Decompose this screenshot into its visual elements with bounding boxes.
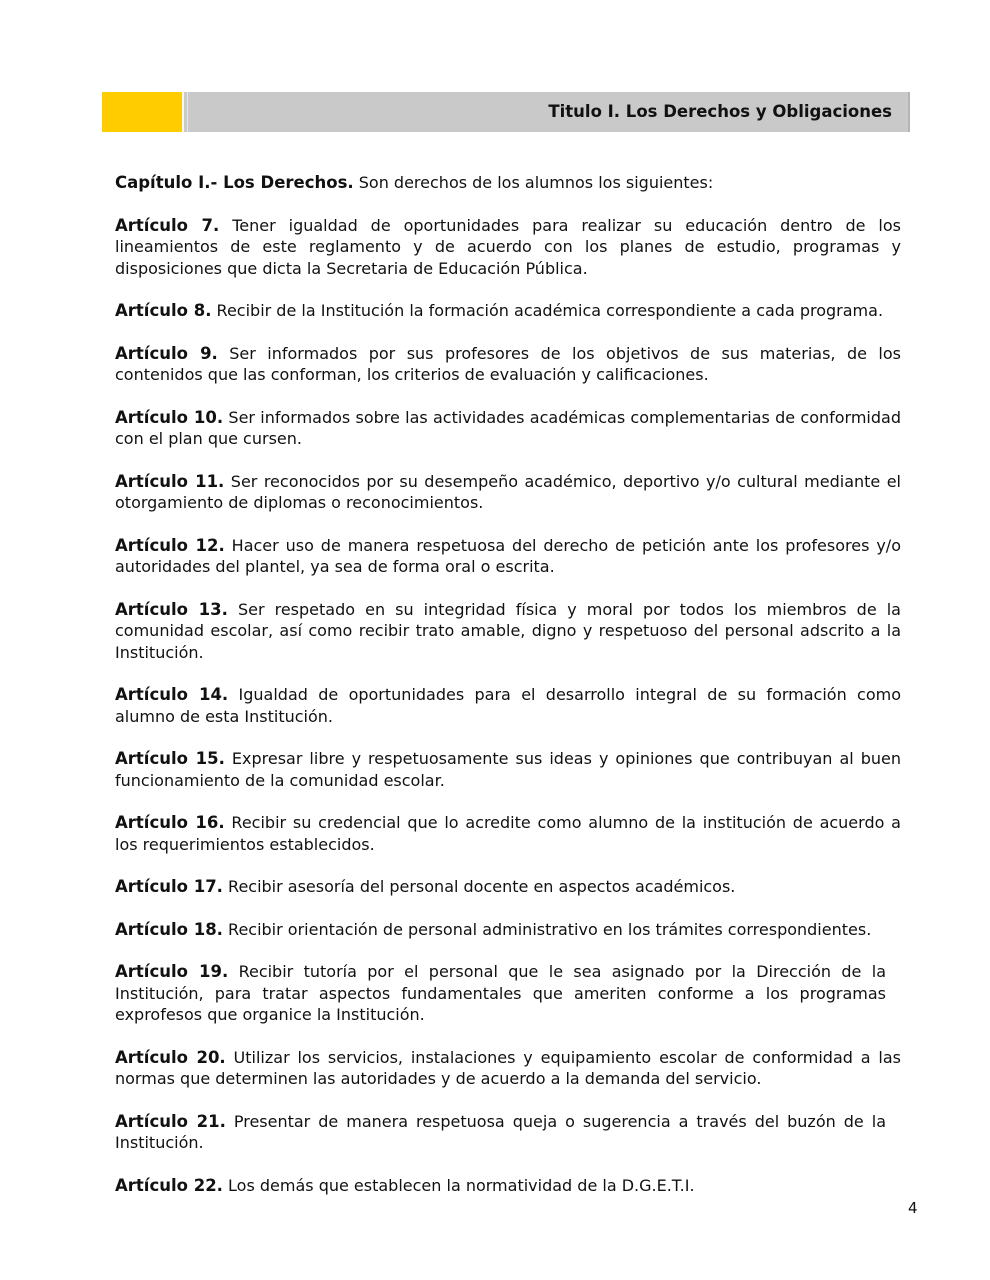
article-text: Recibir asesoría del personal docente en aspectos académicos. [222, 877, 736, 896]
article-16 [115, 812, 901, 855]
article-11 [115, 471, 901, 514]
chapter-text: Son derechos de los alumnos los siguientes: [353, 173, 714, 192]
article-15 [115, 748, 901, 791]
article-14 [115, 684, 901, 727]
article-7 [115, 215, 901, 280]
chapter-intro [115, 172, 901, 194]
article-heading: Artículo 10. [115, 407, 224, 427]
article-9 [115, 343, 901, 386]
article-text: Utilizar los servicios, instalaciones y equipamiento escolar de conformidad a las normas que determinen las autoridades y de acuerdo a la demanda del servicio. [115, 1047, 901, 1088]
article-heading: Artículo 18. [115, 919, 223, 939]
article-13 [115, 599, 901, 664]
article-heading: Artículo 15. [115, 749, 225, 768]
article-19 [115, 961, 886, 1026]
article-18 [115, 919, 901, 941]
article-text: Tener igualdad de oportunidades para realizar su educación dentro de los lineamientos de este reglamento y de acuerdo con los planes de estudio, programas y disposiciones que dicta la Secretaria de Educación Pública. [115, 215, 901, 278]
article-21 [115, 1111, 886, 1154]
header-divider-secondary [187, 92, 188, 132]
article-heading: Artículo 17. [115, 877, 223, 896]
article-heading: Artículo 20. [115, 1047, 226, 1067]
article-heading: Artículo 12. [115, 535, 225, 555]
article-20 [115, 1047, 901, 1090]
article-heading: Artículo 13. [115, 599, 228, 619]
chapter-heading: Capítulo I.- Los Derechos. [115, 173, 354, 192]
article-10 [115, 407, 901, 450]
article-text: Igualdad de oportunidades para el desarrollo integral de su formación como alumno de esta Institución. [115, 685, 902, 726]
article-text: Hacer uso de manera respetuosa del derecho de petición ante los profesores y/o autoridades del plantel, ya sea de forma oral o escrita. [115, 535, 901, 576]
article-text: Expresar libre y respetuosamente sus ideas y opiniones que contribuyan al buen funcionamiento de la comunidad escolar. [115, 749, 901, 790]
article-heading: Artículo 8. [115, 301, 212, 320]
header-accent-block [102, 92, 182, 132]
article-text: Presentar de manera respetuosa queja o sugerencia a través del buzón de la Institución. [115, 1111, 886, 1152]
article-heading: Artículo 22. [115, 1175, 223, 1195]
section-title: Titulo I. Los Derechos y Obligaciones [548, 102, 892, 121]
article-heading: Artículo 11. [115, 471, 225, 491]
article-text: Recibir de la Institución la formación académica correspondiente a cada programa. [211, 301, 884, 320]
article-12 [115, 535, 901, 578]
article-text: Ser reconocidos por su desempeño académico, deportivo y/o cultural mediante el otorgamiento de diplomas o reconocimientos. [115, 471, 902, 512]
document-body [115, 172, 901, 1217]
article-heading: Artículo 9. [115, 343, 218, 363]
article-heading: Artículo 16. [115, 813, 225, 832]
article-text: Ser informados sobre las actividades académicas complementarias de conformidad con el plan que cursen. [115, 407, 901, 448]
article-text: Ser respetado en su integridad física y moral por todos los miembros de la comunidad escolar, así como recibir trato amable, digno y respetuoso del personal adscrito a la Institución. [115, 599, 901, 662]
page-number: 4 [908, 1199, 918, 1217]
section-header-band [102, 92, 910, 132]
article-text: Recibir orientación de personal administrativo en los trámites correspondientes. [222, 919, 872, 939]
article-heading: Artículo 19. [115, 962, 229, 981]
article-8 [115, 300, 901, 322]
article-text: Los demás que establecen la normatividad de la D.G.E.T.I. [222, 1175, 695, 1195]
header-divider [182, 92, 184, 132]
article-22 [115, 1175, 901, 1197]
article-heading: Artículo 14. [115, 685, 229, 704]
article-heading: Artículo 7. [115, 215, 220, 235]
article-text: Recibir su credencial que lo acredite como alumno de la institución de acuerdo a los requerimientos establecidos. [115, 813, 901, 854]
article-text: Ser informados por sus profesores de los objetivos de sus materias, de los contenidos que las conforman, los criterios de evaluación y calificaciones. [115, 343, 901, 384]
article-17 [115, 876, 901, 898]
article-text: Recibir tutoría por el personal que le sea asignado por la Dirección de la Institución, para tratar aspectos fundamentales que ameriten conforme a los programas exprofesos que organice la Institución. [115, 962, 886, 1024]
article-heading: Artículo 21. [115, 1111, 226, 1131]
